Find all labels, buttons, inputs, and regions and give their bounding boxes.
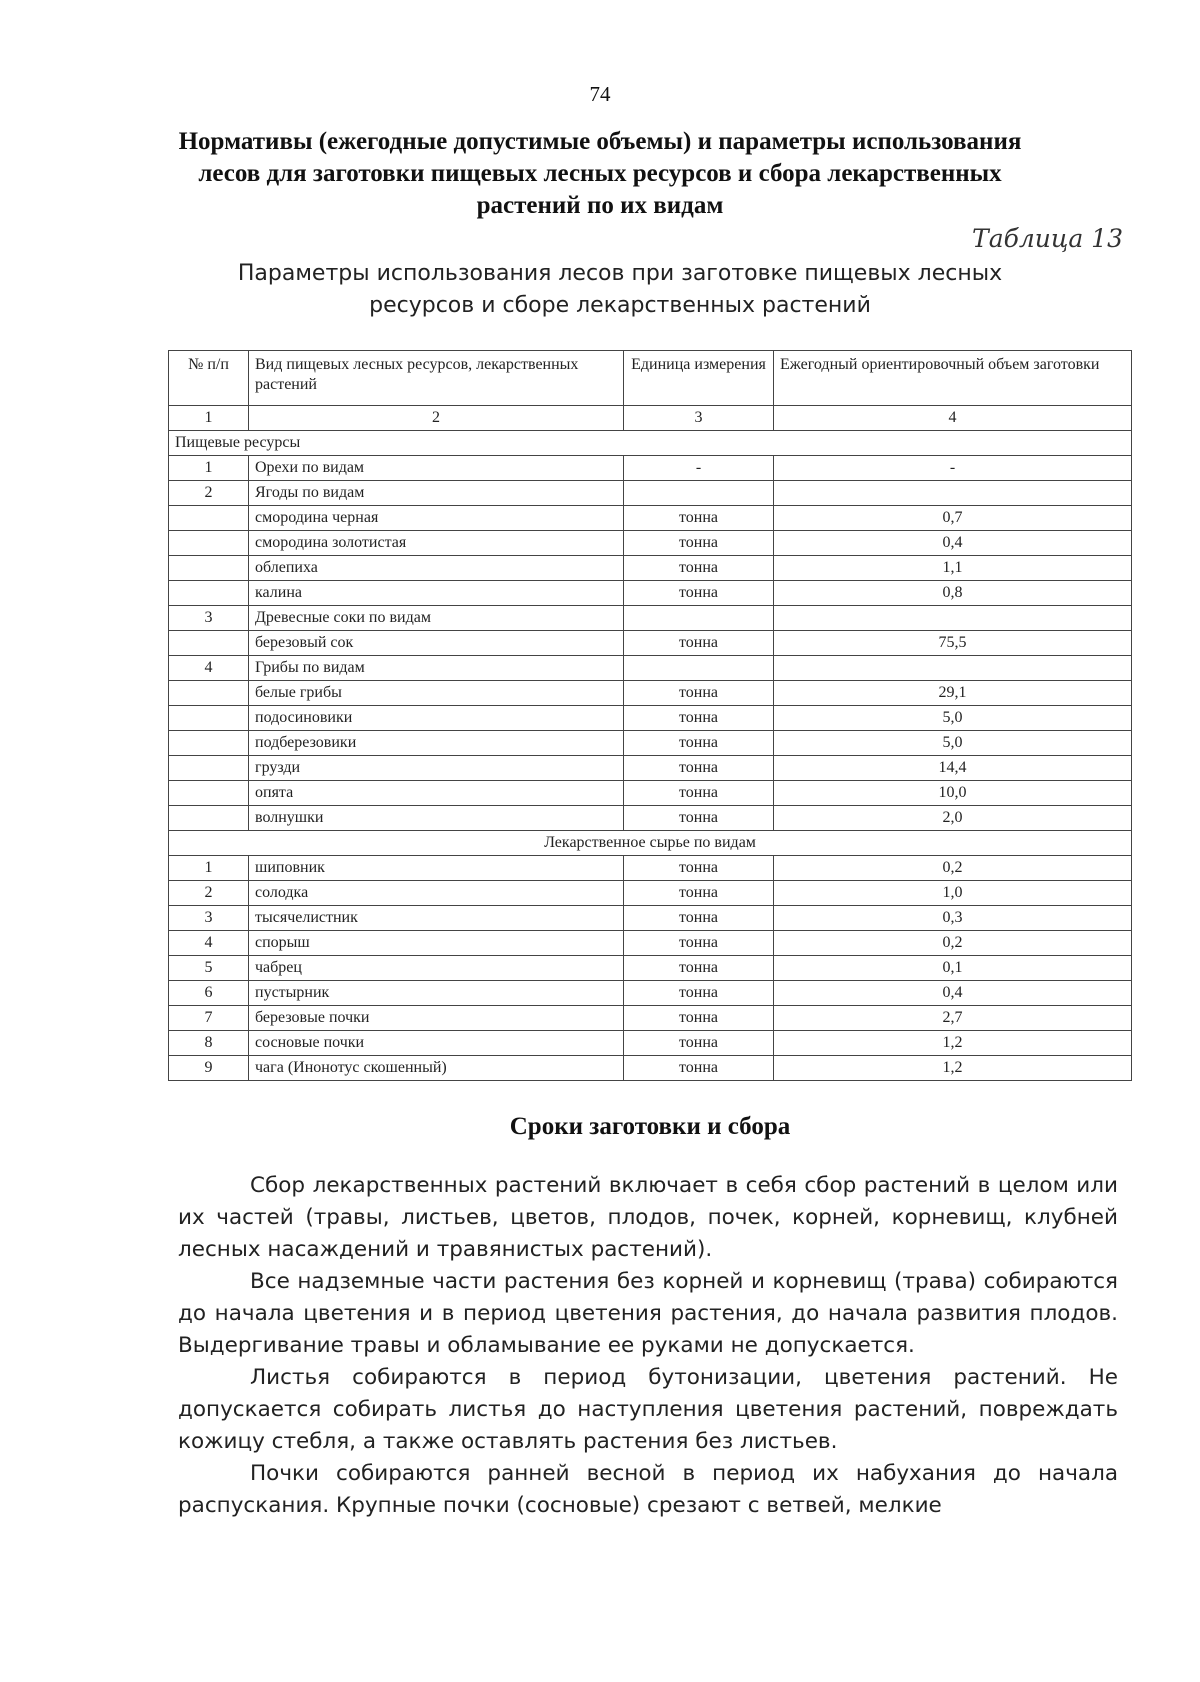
unit-cell bbox=[624, 656, 774, 681]
resource-name-cell: шиповник bbox=[249, 856, 624, 881]
table-row bbox=[169, 756, 1132, 781]
resource-name-cell: чага (Инонотус скошенный) bbox=[249, 1056, 624, 1081]
table-row bbox=[169, 581, 1132, 606]
volume-cell: 0,2 bbox=[774, 856, 1132, 881]
unit-cell: тонна bbox=[624, 731, 774, 756]
row-number-cell bbox=[169, 631, 249, 656]
row-number-cell bbox=[169, 681, 249, 706]
volume-cell: 1,2 bbox=[774, 1031, 1132, 1056]
volume-cell: 5,0 bbox=[774, 706, 1132, 731]
column-number: 1 bbox=[169, 406, 249, 431]
section-title: Сроки заготовки и сбора bbox=[509, 1113, 791, 1140]
column-number: 2 bbox=[249, 406, 624, 431]
row-number-cell bbox=[169, 531, 249, 556]
resource-name-cell: чабрец bbox=[249, 956, 624, 981]
resource-name-cell: березовый сок bbox=[249, 631, 624, 656]
volume-cell: 2,0 bbox=[774, 806, 1132, 831]
body-text bbox=[178, 1170, 1118, 1522]
section-label-food: Пищевые ресурсы bbox=[169, 431, 1132, 456]
unit-cell: тонна bbox=[624, 931, 774, 956]
table-label: Таблица 13 bbox=[972, 224, 1123, 253]
resource-name-cell: Грибы по видам bbox=[249, 656, 624, 681]
resource-name-cell: пустырник bbox=[249, 981, 624, 1006]
unit-cell: тонна bbox=[624, 881, 774, 906]
row-number-cell: 6 bbox=[169, 981, 249, 1006]
table-row bbox=[169, 956, 1132, 981]
resource-name-cell: тысячелистник bbox=[249, 906, 624, 931]
row-number-cell bbox=[169, 756, 249, 781]
volume-cell: 2,7 bbox=[774, 1006, 1132, 1031]
table-row bbox=[169, 806, 1132, 831]
unit-cell: тонна bbox=[624, 631, 774, 656]
table-row bbox=[169, 706, 1132, 731]
resource-name-cell: смородина золотистая bbox=[249, 531, 624, 556]
volume-cell bbox=[774, 606, 1132, 631]
unit-cell: тонна bbox=[624, 706, 774, 731]
resource-name-cell: облепиха bbox=[249, 556, 624, 581]
table-row bbox=[169, 631, 1132, 656]
paragraph: Почки собираются ранней весной в период их набухания до начала распускания. Крупные почки (сосновые) срезают с ветвей, мелкие bbox=[178, 1461, 1118, 1518]
row-number-cell bbox=[169, 806, 249, 831]
row-number-cell bbox=[169, 506, 249, 531]
volume-cell: 14,4 bbox=[774, 756, 1132, 781]
section-row-medicinal bbox=[169, 831, 1132, 856]
paragraph: Листья собираются в период бутонизации, цветения растений. Не допускается собирать листья до наступления цветения растений, повреждать кожицу стебля, а также оставлять растения без листьев. bbox=[178, 1365, 1118, 1454]
volume-cell: 0,1 bbox=[774, 956, 1132, 981]
resource-name-cell: калина bbox=[249, 581, 624, 606]
volume-cell: 0,4 bbox=[774, 531, 1132, 556]
volume-cell: - bbox=[774, 456, 1132, 481]
row-number-cell: 5 bbox=[169, 956, 249, 981]
volume-cell: 0,7 bbox=[774, 506, 1132, 531]
column-number: 4 bbox=[774, 406, 1132, 431]
unit-cell: тонна bbox=[624, 1006, 774, 1031]
paragraph: Все надземные части растения без корней и корневищ (трава) собираются до начала цветения и в период цветения растения, до начала развития плодов. Выдергивание травы и обламывание ее руками не допускается. bbox=[178, 1269, 1118, 1358]
table-row bbox=[169, 856, 1132, 881]
table-row bbox=[169, 881, 1132, 906]
row-number-cell bbox=[169, 731, 249, 756]
table-row bbox=[169, 981, 1132, 1006]
table-header-row bbox=[169, 351, 1132, 406]
row-number-cell: 3 bbox=[169, 906, 249, 931]
row-number-cell: 1 bbox=[169, 856, 249, 881]
table-row bbox=[169, 456, 1132, 481]
table-row bbox=[169, 556, 1132, 581]
unit-cell: тонна bbox=[624, 506, 774, 531]
volume-cell: 0,2 bbox=[774, 931, 1132, 956]
page-number: 74 bbox=[589, 82, 611, 106]
unit-cell: тонна bbox=[624, 581, 774, 606]
volume-cell: 0,8 bbox=[774, 581, 1132, 606]
volume-cell: 1,1 bbox=[774, 556, 1132, 581]
unit-cell: тонна bbox=[624, 956, 774, 981]
unit-cell: тонна bbox=[624, 1056, 774, 1081]
volume-cell: 1,0 bbox=[774, 881, 1132, 906]
unit-cell: тонна bbox=[624, 981, 774, 1006]
row-number-cell bbox=[169, 706, 249, 731]
paragraph: Сбор лекарственных растений включает в себя сбор растений в целом или их частей (травы, листьев, цветов, плодов, почек, корней, корневищ, клубней лесных насаждений и травянистых растений). bbox=[178, 1173, 1118, 1262]
table-row bbox=[169, 1031, 1132, 1056]
header-cell-volume: Ежегодный ориентировочный объем заготовки bbox=[774, 351, 1132, 406]
unit-cell: тонна bbox=[624, 781, 774, 806]
row-number-cell: 1 bbox=[169, 456, 249, 481]
resource-name-cell: волнушки bbox=[249, 806, 624, 831]
resource-name-cell: сосновые почки bbox=[249, 1031, 624, 1056]
volume-cell: 0,4 bbox=[774, 981, 1132, 1006]
volume-cell: 1,2 bbox=[774, 1056, 1132, 1081]
row-number-cell bbox=[169, 581, 249, 606]
resource-name-cell: подосиновики bbox=[249, 706, 624, 731]
document-heading: Нормативы (ежегодные допустимые объемы) и параметры использования лесов для заготовки пищевых лесных ресурсов и сбора лекарственных растений по их видам bbox=[178, 128, 1022, 219]
table-row bbox=[169, 656, 1132, 681]
resource-name-cell: Орехи по видам bbox=[249, 456, 624, 481]
volume-cell: 5,0 bbox=[774, 731, 1132, 756]
section-label-medicinal: Лекарственное сырье по видам bbox=[169, 831, 1132, 856]
unit-cell: тонна bbox=[624, 906, 774, 931]
harvest-parameters-table bbox=[168, 350, 1132, 1081]
row-number-cell bbox=[169, 781, 249, 806]
unit-cell: - bbox=[624, 456, 774, 481]
section-row-food bbox=[169, 431, 1132, 456]
table-row bbox=[169, 506, 1132, 531]
unit-cell bbox=[624, 606, 774, 631]
resource-name-cell: Древесные соки по видам bbox=[249, 606, 624, 631]
volume-cell bbox=[774, 481, 1132, 506]
column-number: 3 bbox=[624, 406, 774, 431]
unit-cell: тонна bbox=[624, 1031, 774, 1056]
resource-name-cell: грузди bbox=[249, 756, 624, 781]
row-number-cell: 3 bbox=[169, 606, 249, 631]
resource-name-cell: березовые почки bbox=[249, 1006, 624, 1031]
resource-name-cell: спорыш bbox=[249, 931, 624, 956]
header-cell-number: № п/п bbox=[169, 351, 249, 406]
resource-name-cell: подберезовики bbox=[249, 731, 624, 756]
unit-cell: тонна bbox=[624, 856, 774, 881]
row-number-cell: 8 bbox=[169, 1031, 249, 1056]
row-number-cell: 9 bbox=[169, 1056, 249, 1081]
unit-cell: тонна bbox=[624, 806, 774, 831]
resource-name-cell: Ягоды по видам bbox=[249, 481, 624, 506]
volume-cell: 0,3 bbox=[774, 906, 1132, 931]
table-row bbox=[169, 1006, 1132, 1031]
column-number-row bbox=[169, 406, 1132, 431]
volume-cell bbox=[774, 656, 1132, 681]
unit-cell bbox=[624, 481, 774, 506]
volume-cell: 29,1 bbox=[774, 681, 1132, 706]
row-number-cell: 2 bbox=[169, 481, 249, 506]
header-cell-resource: Вид пищевых лесных ресурсов, лекарственных растений bbox=[249, 351, 624, 406]
table-row bbox=[169, 681, 1132, 706]
table-row bbox=[169, 731, 1132, 756]
row-number-cell: 4 bbox=[169, 656, 249, 681]
unit-cell: тонна bbox=[624, 681, 774, 706]
volume-cell: 10,0 bbox=[774, 781, 1132, 806]
resource-name-cell: опята bbox=[249, 781, 624, 806]
row-number-cell: 7 bbox=[169, 1006, 249, 1031]
table-row bbox=[169, 481, 1132, 506]
unit-cell: тонна bbox=[624, 531, 774, 556]
volume-cell: 75,5 bbox=[774, 631, 1132, 656]
table-row bbox=[169, 906, 1132, 931]
unit-cell: тонна bbox=[624, 556, 774, 581]
row-number-cell: 2 bbox=[169, 881, 249, 906]
resource-name-cell: смородина черная bbox=[249, 506, 624, 531]
table-row bbox=[169, 1056, 1132, 1081]
table-row bbox=[169, 781, 1132, 806]
row-number-cell: 4 bbox=[169, 931, 249, 956]
table-caption: Параметры использования лесов при заготовке пищевых лесных ресурсов и сборе лекарственных растений bbox=[237, 261, 1003, 318]
header-cell-unit: Единица измерения bbox=[624, 351, 774, 406]
resource-name-cell: белые грибы bbox=[249, 681, 624, 706]
unit-cell: тонна bbox=[624, 756, 774, 781]
table-row bbox=[169, 531, 1132, 556]
table-row bbox=[169, 931, 1132, 956]
resource-name-cell: солодка bbox=[249, 881, 624, 906]
table-row bbox=[169, 606, 1132, 631]
row-number-cell bbox=[169, 556, 249, 581]
